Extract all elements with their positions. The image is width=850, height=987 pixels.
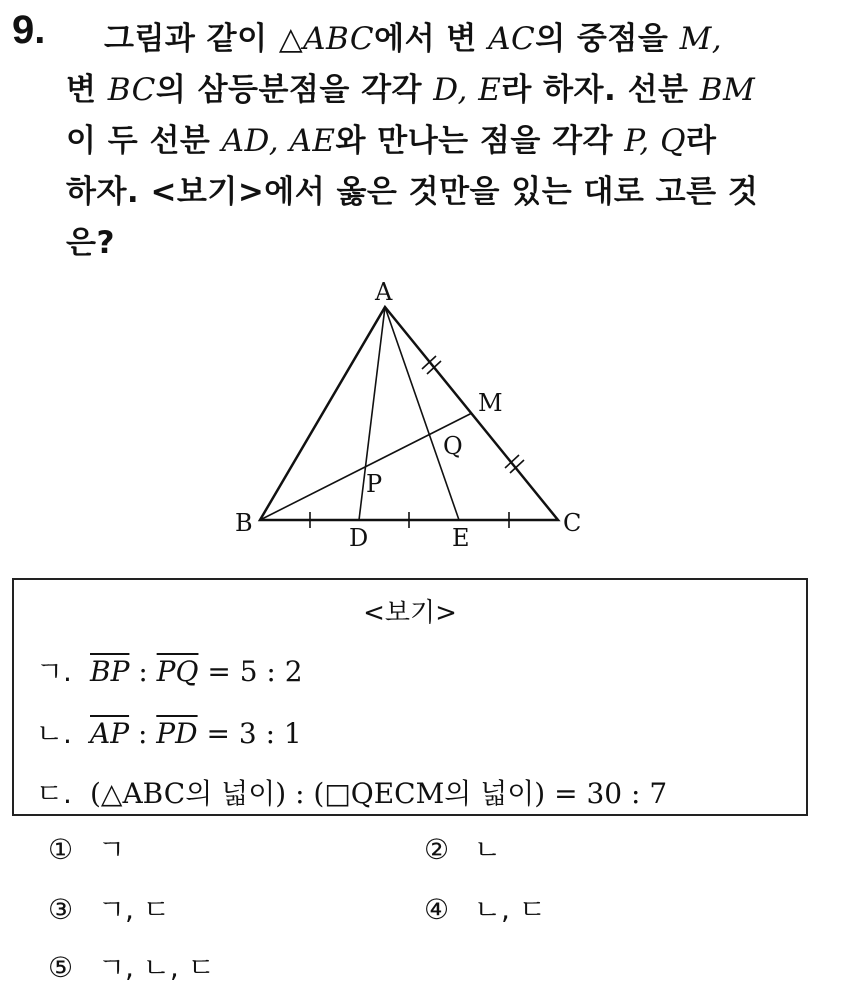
text-run: 이 두 선분	[66, 123, 222, 159]
text-run: 그림과 같이	[104, 21, 279, 57]
triangle-figure	[225, 270, 605, 560]
bogi-marker: ㄷ.	[36, 777, 72, 810]
math-m: M,	[679, 21, 723, 57]
area-ratio: (△ABC의 넓이) : (□QECM의 넓이) = 30 : 7	[90, 777, 668, 810]
choice-number: ②	[424, 833, 450, 866]
math-d-e: D, E	[433, 72, 502, 108]
math-bc: BC	[107, 72, 156, 108]
bogi-item-3	[36, 772, 667, 812]
choice-number: ⑤	[48, 951, 74, 984]
question-text	[66, 14, 826, 269]
text-run: 라 하자. 선분	[501, 72, 700, 108]
choice-label: ㄱ, ㄴ, ㄷ	[98, 951, 215, 984]
segment-ap: $\overline{AP}$	[90, 717, 130, 750]
point-label-m: M	[478, 389, 503, 417]
point-label-b: B	[235, 509, 253, 537]
bogi-marker: ㄱ.	[36, 655, 72, 688]
point-label-p: P	[366, 470, 383, 498]
math-ad-ae: AD, AE	[221, 123, 336, 159]
segment-pq: $\overline{PQ}$	[156, 655, 199, 688]
choice-1[interactable]	[48, 828, 125, 868]
math-p-q: P, Q	[624, 123, 686, 159]
choice-label: ㄴ	[474, 833, 502, 866]
ratio-value: = 3 : 1	[197, 717, 302, 750]
question-number: 9.	[12, 8, 46, 52]
text-run: 라	[686, 123, 717, 159]
question-line-4: 하자. <보기>에서 옳은 것만을 있는 대로 고른 것	[66, 174, 759, 210]
point-label-d: D	[349, 524, 369, 552]
choice-5[interactable]	[48, 946, 215, 986]
choice-number: ④	[424, 893, 450, 926]
segment-ae	[385, 307, 459, 520]
choice-4[interactable]	[424, 888, 546, 928]
bogi-item-2	[36, 712, 302, 752]
question-line-5: 은?	[66, 225, 115, 261]
point-label-a: A	[375, 278, 393, 306]
ratio-sep: :	[129, 655, 157, 688]
math-bm: BM	[699, 72, 756, 108]
bogi-item-1	[36, 650, 303, 690]
choice-number: ①	[48, 833, 74, 866]
choice-3[interactable]	[48, 888, 170, 928]
point-label-e: E	[452, 524, 470, 552]
bogi-marker: ㄴ.	[36, 717, 72, 750]
bogi-title: <보기>	[363, 598, 457, 628]
point-label-c: C	[563, 509, 582, 537]
ratio-sep: :	[129, 717, 157, 750]
math-triangle-abc: △ABC	[278, 21, 375, 57]
math-ac: AC	[488, 21, 536, 57]
text-run: 의 중점을	[535, 21, 680, 57]
choice-label: ㄱ, ㄷ	[98, 893, 170, 926]
bogi-box	[12, 578, 808, 816]
choice-number: ③	[48, 893, 74, 926]
choice-2[interactable]	[424, 828, 501, 868]
text-run: 의 삼등분점을 각각	[155, 72, 434, 108]
text-run: 에서 변	[374, 21, 489, 57]
text-run: 와 만나는 점을 각각	[335, 123, 625, 159]
choice-label: ㄱ	[98, 833, 126, 866]
question-line-3	[66, 116, 826, 167]
text-run: 변	[66, 72, 108, 108]
point-label-q: Q	[443, 432, 463, 460]
segment-bp: $\overline{BP}$	[90, 655, 130, 688]
choice-label: ㄴ, ㄷ	[474, 893, 546, 926]
ratio-value: = 5 : 2	[198, 655, 303, 688]
triangle-abc	[260, 307, 558, 520]
question-line-1	[66, 14, 826, 65]
segment-pd: $\overline{PD}$	[156, 717, 198, 750]
question-line-2	[66, 65, 826, 116]
